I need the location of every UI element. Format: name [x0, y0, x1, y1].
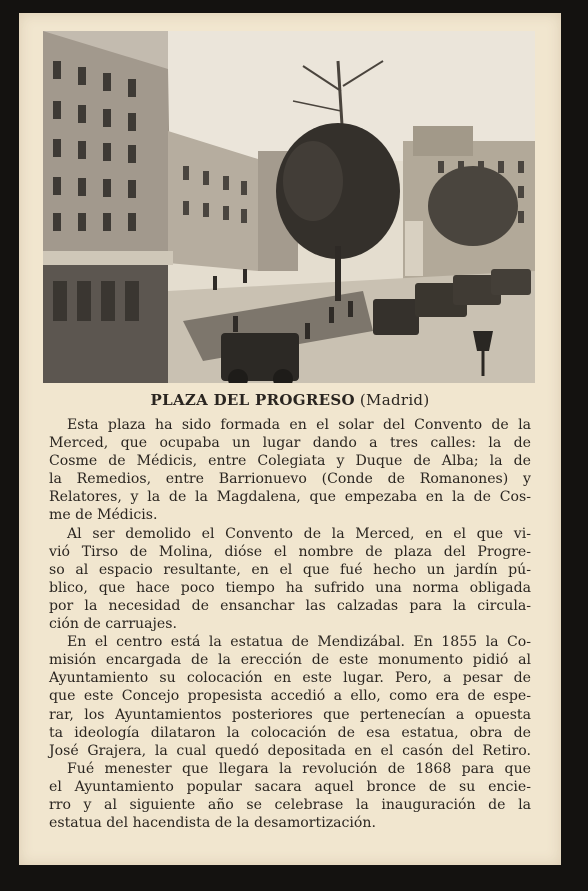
caption-title: PLAZA DEL PROGRESO	[150, 391, 355, 409]
text-line: el Ayuntamiento popular sacara aquel bronce de su encie-	[49, 778, 531, 795]
text-line: rar, los Ayuntamientos posteriores que pertenecían a opuesta	[49, 706, 531, 723]
body-text	[49, 416, 531, 832]
paragraph-4	[49, 760, 531, 832]
text-line: Cosme de Médicis, entre Colegiata y Duque de Alba; la de	[49, 453, 531, 470]
text-line: que este Concejo propesista accedió a ello, como era de espe-	[49, 688, 531, 705]
text-line: Al ser demolido el Convento de la Merced, en el que vi-	[67, 525, 531, 542]
text-line: me de Médicis.	[49, 507, 158, 524]
text-line: por la necesidad de ensanchar las calzadas para la circula-	[49, 597, 531, 614]
text-line: rro y al siguiente año se celebrase la inauguración de la	[49, 796, 531, 813]
text-line: Esta plaza ha sido formada en el solar del Convento de la	[67, 417, 531, 433]
text-line: Merced, que ocupaba un lugar dando a tres calles: la de	[49, 435, 531, 452]
text-line: so al espacio resultante, en el que fué hecho un jardín pú-	[49, 561, 531, 578]
text-line: estatua del hacendista de la desamortización.	[49, 815, 376, 832]
text-line: Ayuntamiento su colocación en este lugar. Pero, a pesar de	[49, 670, 531, 687]
text-line: ción de carruajes.	[49, 616, 177, 633]
text-line: la Remedios, entre Barrionuevo (Conde de Romanones) y	[49, 471, 531, 488]
text-line: vió Tirso de Molina, dióse el nombre de plaza del Progre-	[49, 543, 531, 560]
paragraph-2	[49, 525, 531, 634]
text-line: Fué menester que llegara la revolución de 1868 para que	[67, 760, 531, 777]
postcard	[19, 13, 561, 865]
text-line: José Grajera, la cual quedó depositada en el casón del Retiro.	[49, 742, 531, 759]
text-line: misión encargada de la erección de este monumento pidió al	[49, 652, 531, 669]
text-line: ta ideología dilataron la colocación de esa estatua, obra de	[49, 724, 531, 741]
caption-subtitle: (Madrid)	[359, 391, 430, 409]
text-line: Relatores, y la de la Magdalena, que empezaba en la de Cos-	[49, 489, 531, 506]
paragraph-3	[49, 633, 531, 760]
street-scene-photo	[43, 31, 535, 383]
photo-caption	[19, 391, 561, 409]
paragraph-1	[49, 416, 531, 525]
text-line: blico, que hace poco tiempo ha sufrido una norma obligada	[49, 579, 531, 596]
text-line: En el centro está la estatua de Mendizábal. En 1855 la Co-	[67, 634, 531, 651]
